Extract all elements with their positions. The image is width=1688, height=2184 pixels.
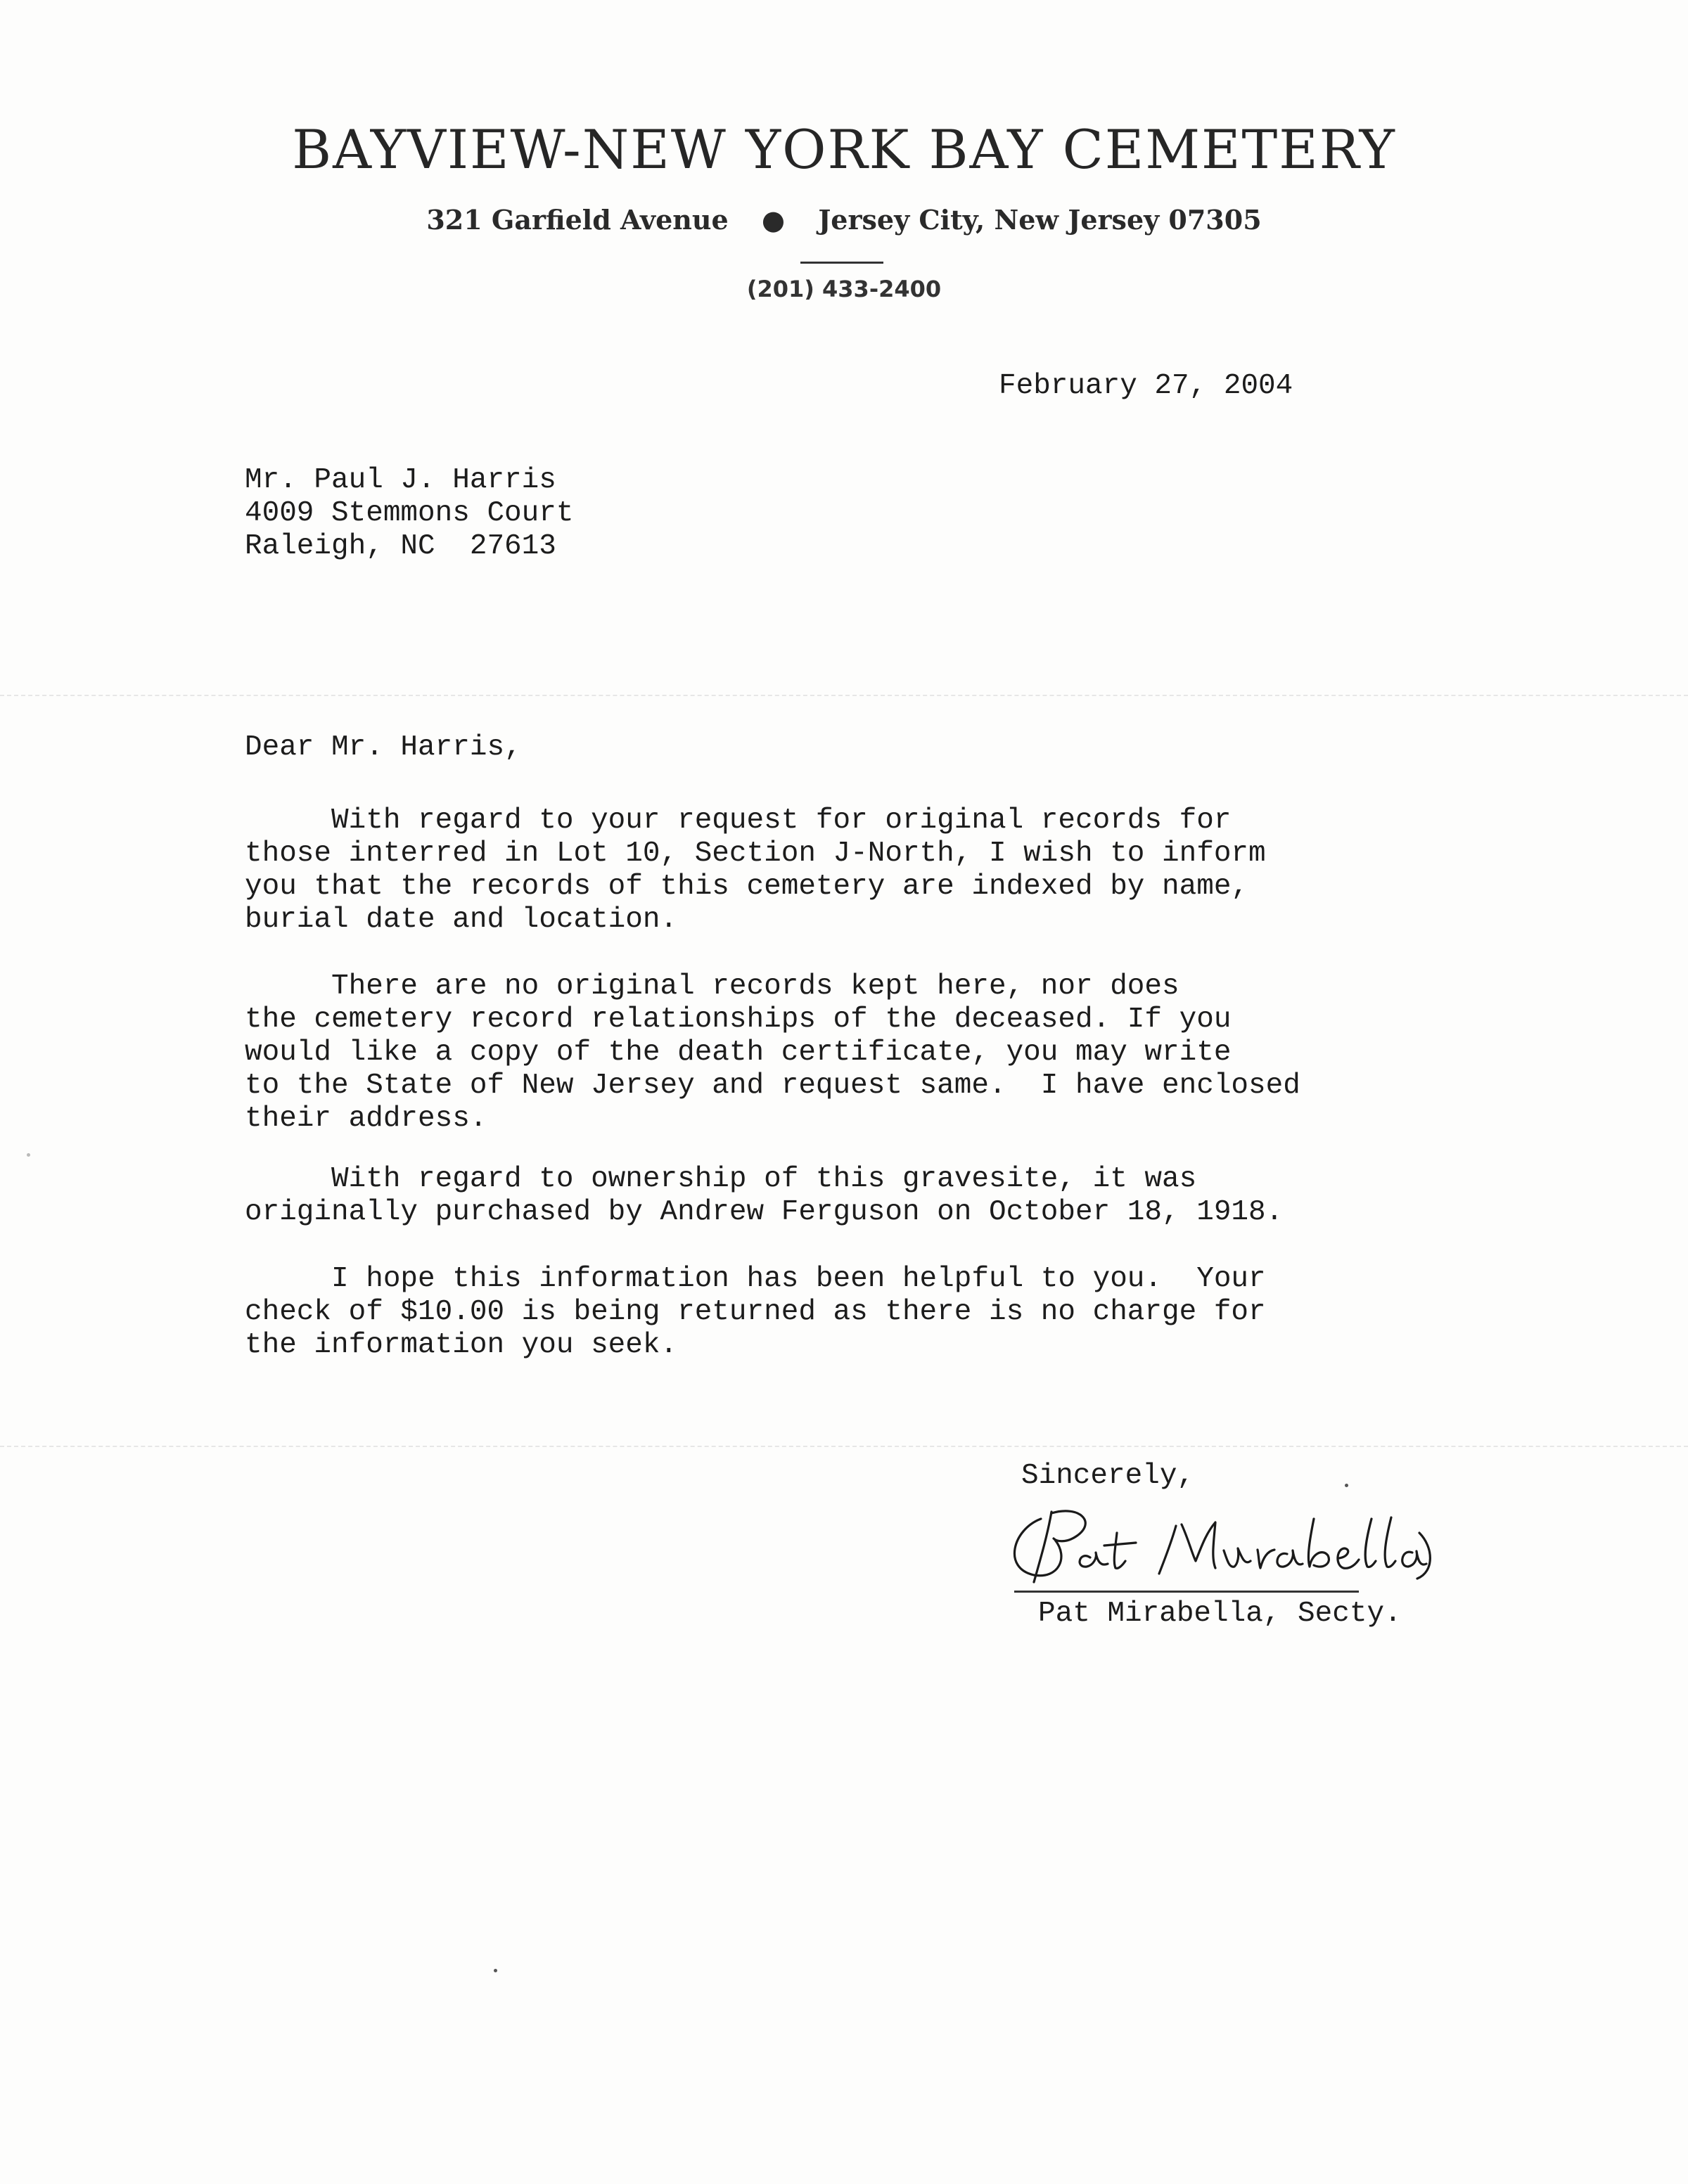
- letterhead-phone: (201) 433-2400: [746, 276, 942, 302]
- paper-speck: [27, 1153, 30, 1157]
- recipient-line: Mr. Paul J. Harris: [245, 464, 556, 496]
- letterhead-street: 321 Garfield Avenue: [426, 204, 729, 236]
- letterhead-city: Jersey City, New Jersey 07305: [818, 204, 1262, 236]
- letterhead-address: [0, 204, 1688, 236]
- recipient-address: [245, 464, 573, 563]
- handwritten-signature: [992, 1491, 1449, 1596]
- letterhead-title: BAYVIEW-NEW YORK BAY CEMETERY: [292, 118, 1396, 181]
- signer-name: Pat Mirabella, Secty.: [1038, 1598, 1402, 1630]
- salutation: Dear Mr. Harris,: [245, 731, 522, 764]
- closing: Sincerely,: [1021, 1460, 1195, 1492]
- bullet-separator-icon: ●: [761, 204, 786, 236]
- letterhead-divider: [800, 262, 883, 264]
- paper-fold-line: [0, 1446, 1688, 1447]
- paper-speck: [494, 1969, 497, 1972]
- paper-speck: [1345, 1484, 1348, 1487]
- body-paragraph: With regard to ownership of this gravesite, it was originally purchased by Andrew Ferguson on October 18, 1918.: [245, 1163, 1284, 1228]
- body-paragraph: There are no original records kept here, nor does the cemetery record relationships of the deceased. If you would like a copy of the death certificate, you may write to the State of New Jersey and request same. I have enclosed their address.: [245, 970, 1300, 1135]
- recipient-line: 4009 Stemmons Court: [245, 497, 574, 529]
- paper-fold-line: [0, 695, 1688, 696]
- body-paragraph: With regard to your request for original records for those interred in Lot 10, Section J-North, I wish to inform you that the records of this cemetery are indexed by name, burial date and location.: [245, 804, 1266, 936]
- body-paragraph: I hope this information has been helpful to you. Your check of $10.00 is being returned as there is no charge for the information you seek.: [245, 1263, 1266, 1361]
- signature-line: [1014, 1591, 1359, 1593]
- letter-date: February 27, 2004: [999, 370, 1293, 402]
- recipient-line: Raleigh, NC 27613: [245, 530, 556, 563]
